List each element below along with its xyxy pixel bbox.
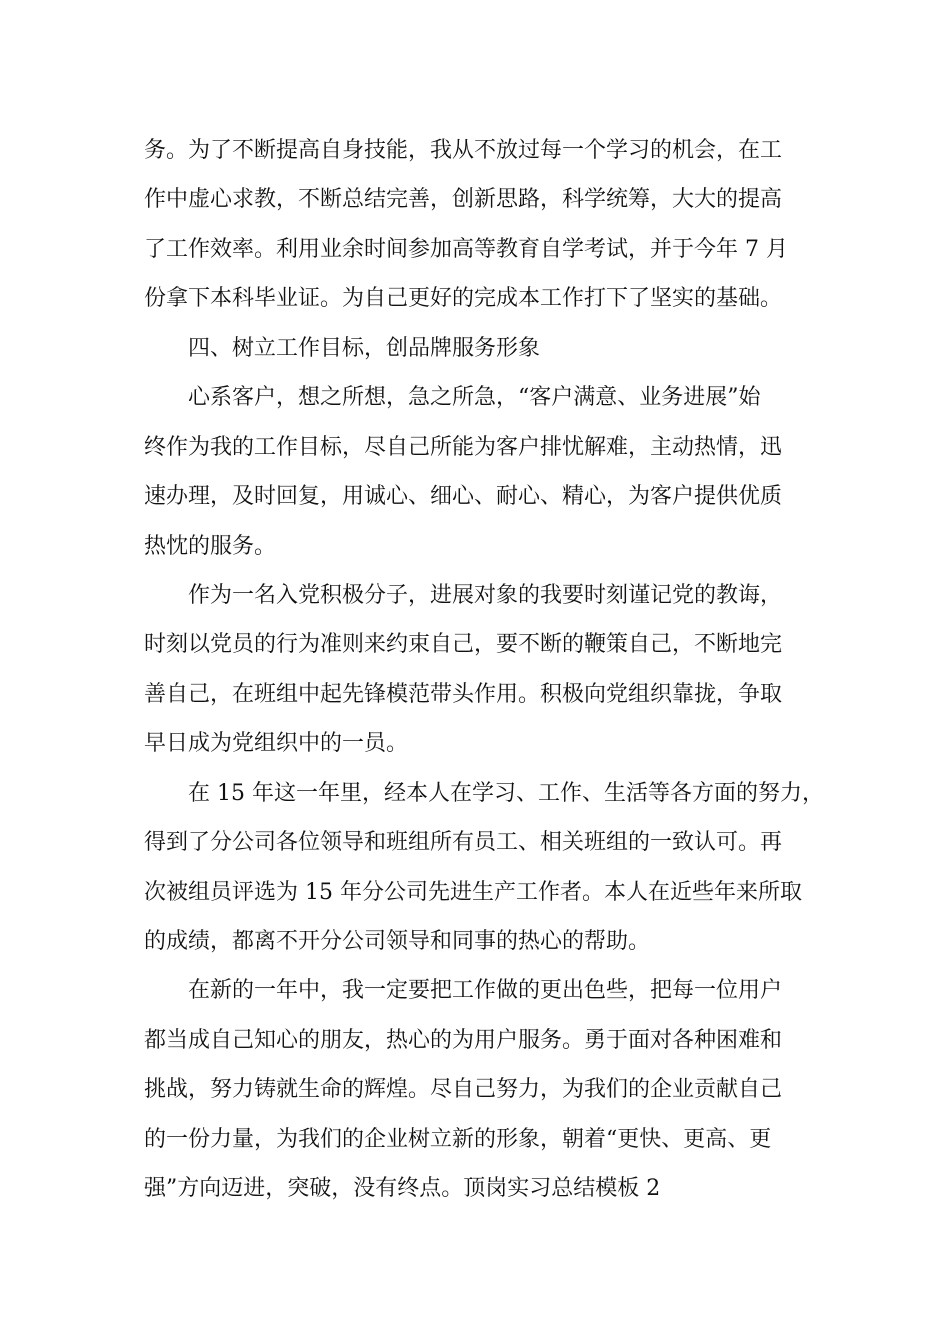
text-line: 的一份力量，为我们的企业树立新的形象，朝着“更快、更高、更 xyxy=(144,1126,772,1152)
text-line: 份拿下本科毕业证。为自己更好的完成本工作打下了坚实的基础。 xyxy=(144,286,783,312)
text-line: 了工作效率。利用业余时间参加高等教育自学考试，并于今年 7 月 xyxy=(144,236,788,262)
text-line: 都当成自己知心的朋友，热心的为用户服务。勇于面对各种困难和 xyxy=(144,1027,783,1053)
text-line: 时刻以党员的行为准则来约束自己，要不断的鞭策自己，不断地完 xyxy=(144,632,783,658)
text-line: 在 15 年这一年里，经本人在学习、工作、生活等各方面的努力， xyxy=(188,780,824,806)
text-line: 在新的一年中，我一定要把工作做的更出色些，把每一位用户 xyxy=(188,978,783,1004)
text-line: 作为一名入党积极分子，进展对象的我要时刻谨记党的教诲， xyxy=(188,582,783,608)
text-line: 心系客户，想之所想，急之所急，“客户满意、业务进展”始 xyxy=(188,385,761,411)
text-line: 早日成为党组织中的一员。 xyxy=(144,731,409,757)
document-body xyxy=(144,126,824,1214)
text-line: 次被组员评选为 15 年分公司先进生产工作者。本人在近些年来所取 xyxy=(144,879,802,905)
text-line: 挑战，努力铸就生命的辉煌。尽自己努力，为我们的企业贡献自己 xyxy=(144,1077,783,1103)
text-line: 强”方向迈进，突破，没有终点。顶岗实习总结模板 2 xyxy=(144,1176,661,1202)
text-line: 的成绩，都离不开分公司领导和同事的热心的帮助。 xyxy=(144,929,651,954)
section-heading: 四、树立工作目标，创品牌服务形象 xyxy=(188,335,541,361)
text-line: 善自己，在班组中起先锋模范带头作用。积极向党组织靠拢，争取 xyxy=(144,681,783,707)
text-line: 作中虚心求教，不断总结完善，创新思路，科学统筹，大大的提高 xyxy=(144,187,783,213)
text-line: 务。为了不断提高自身技能，我从不放过每一个学习的机会，在工 xyxy=(144,138,783,163)
text-line: 热忱的服务。 xyxy=(144,533,277,559)
text-line: 得到了分公司各位领导和班组所有员工、相关班组的一致认可。再 xyxy=(144,830,783,856)
text-line: 终作为我的工作目标，尽自己所能为客户排忧解难，主动热情，迅 xyxy=(144,434,783,460)
text-line: 速办理，及时回复，用诚心、细心、耐心、精心，为客户提供优质 xyxy=(144,484,783,510)
